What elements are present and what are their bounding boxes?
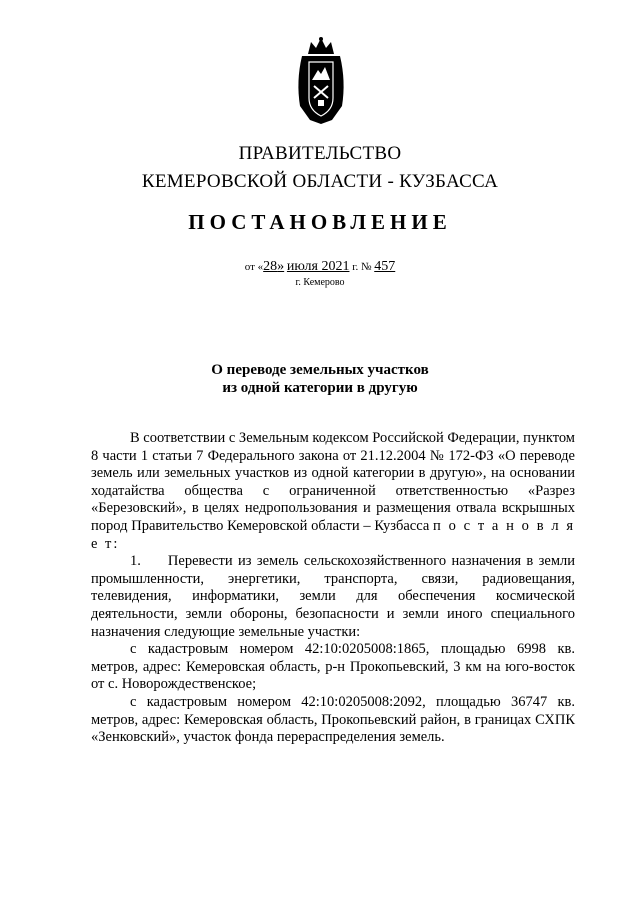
document-number: 457 xyxy=(374,259,396,274)
coat-of-arms-icon xyxy=(296,36,346,126)
document-body xyxy=(91,430,575,747)
parcel-1-paragraph: с кадастровым номером 42:10:0205008:1865, площадью 6998 кв. метров, адрес: Кемеровская область, р-н Прокопьевский, 3 км на юго-восток от с. Новорождественское; xyxy=(91,641,575,693)
date-day-suffix: » xyxy=(277,259,285,274)
government-name-line2: КЕМЕРОВСКОЙ ОБЛАСТИ - КУЗБАССА xyxy=(141,171,499,192)
date-prefix: от « xyxy=(244,261,264,273)
government-name-line1: ПРАВИТЕЛЬСТВО xyxy=(238,143,402,164)
year-suffix: г. xyxy=(352,261,359,273)
decree-word: п о с т а н о в л я е т: xyxy=(91,517,576,552)
subject-line2: из одной категории в другую xyxy=(222,380,418,396)
number-prefix: № xyxy=(360,261,372,273)
subject-line1: О переводе земельных участков xyxy=(211,362,429,378)
city-label: г. Кемерово xyxy=(295,277,345,288)
date-number-line xyxy=(0,259,640,275)
preamble-text: В соответствии с Земельным кодексом Российской Федерации, пунктом 8 части 1 статьи 7 Федерального закона от 21.12.2004 № 172-ФЗ «О переводе земель или земельных участков из одной категории в другую», на основании ходатайства общества с ограниченной ответственностью «Разрез «Березовский», в целях недропользования и размещения отвала вскрышных пород Правительство Кемеровской области – Кузбасса xyxy=(91,430,575,534)
document-subject xyxy=(0,361,640,397)
date-month-year: июля 2021 xyxy=(286,259,350,274)
document-type-title: ПОСТАНОВЛЕНИЕ xyxy=(188,210,452,234)
date-day: 28 xyxy=(263,259,278,274)
item-1-paragraph: 1. Перевести из земель сельскохозяйственного назначения в земли промышленности, энергетики, транспорта, связи, радиовещания, телевидения, информатики, земли для обеспечения космической деятельности, земли обороны, безопасности и земли иного специального назначения следующие земельные участки: xyxy=(91,553,575,640)
parcel-2-paragraph: с кадастровым номером 42:10:0205008:2092, площадью 36747 кв. метров, адрес: Кемеровская область, Прокопьевский район, в границах СХПК «Зенковский», участок фонда перераспределения земель. xyxy=(91,693,575,746)
preamble-paragraph xyxy=(91,430,575,553)
